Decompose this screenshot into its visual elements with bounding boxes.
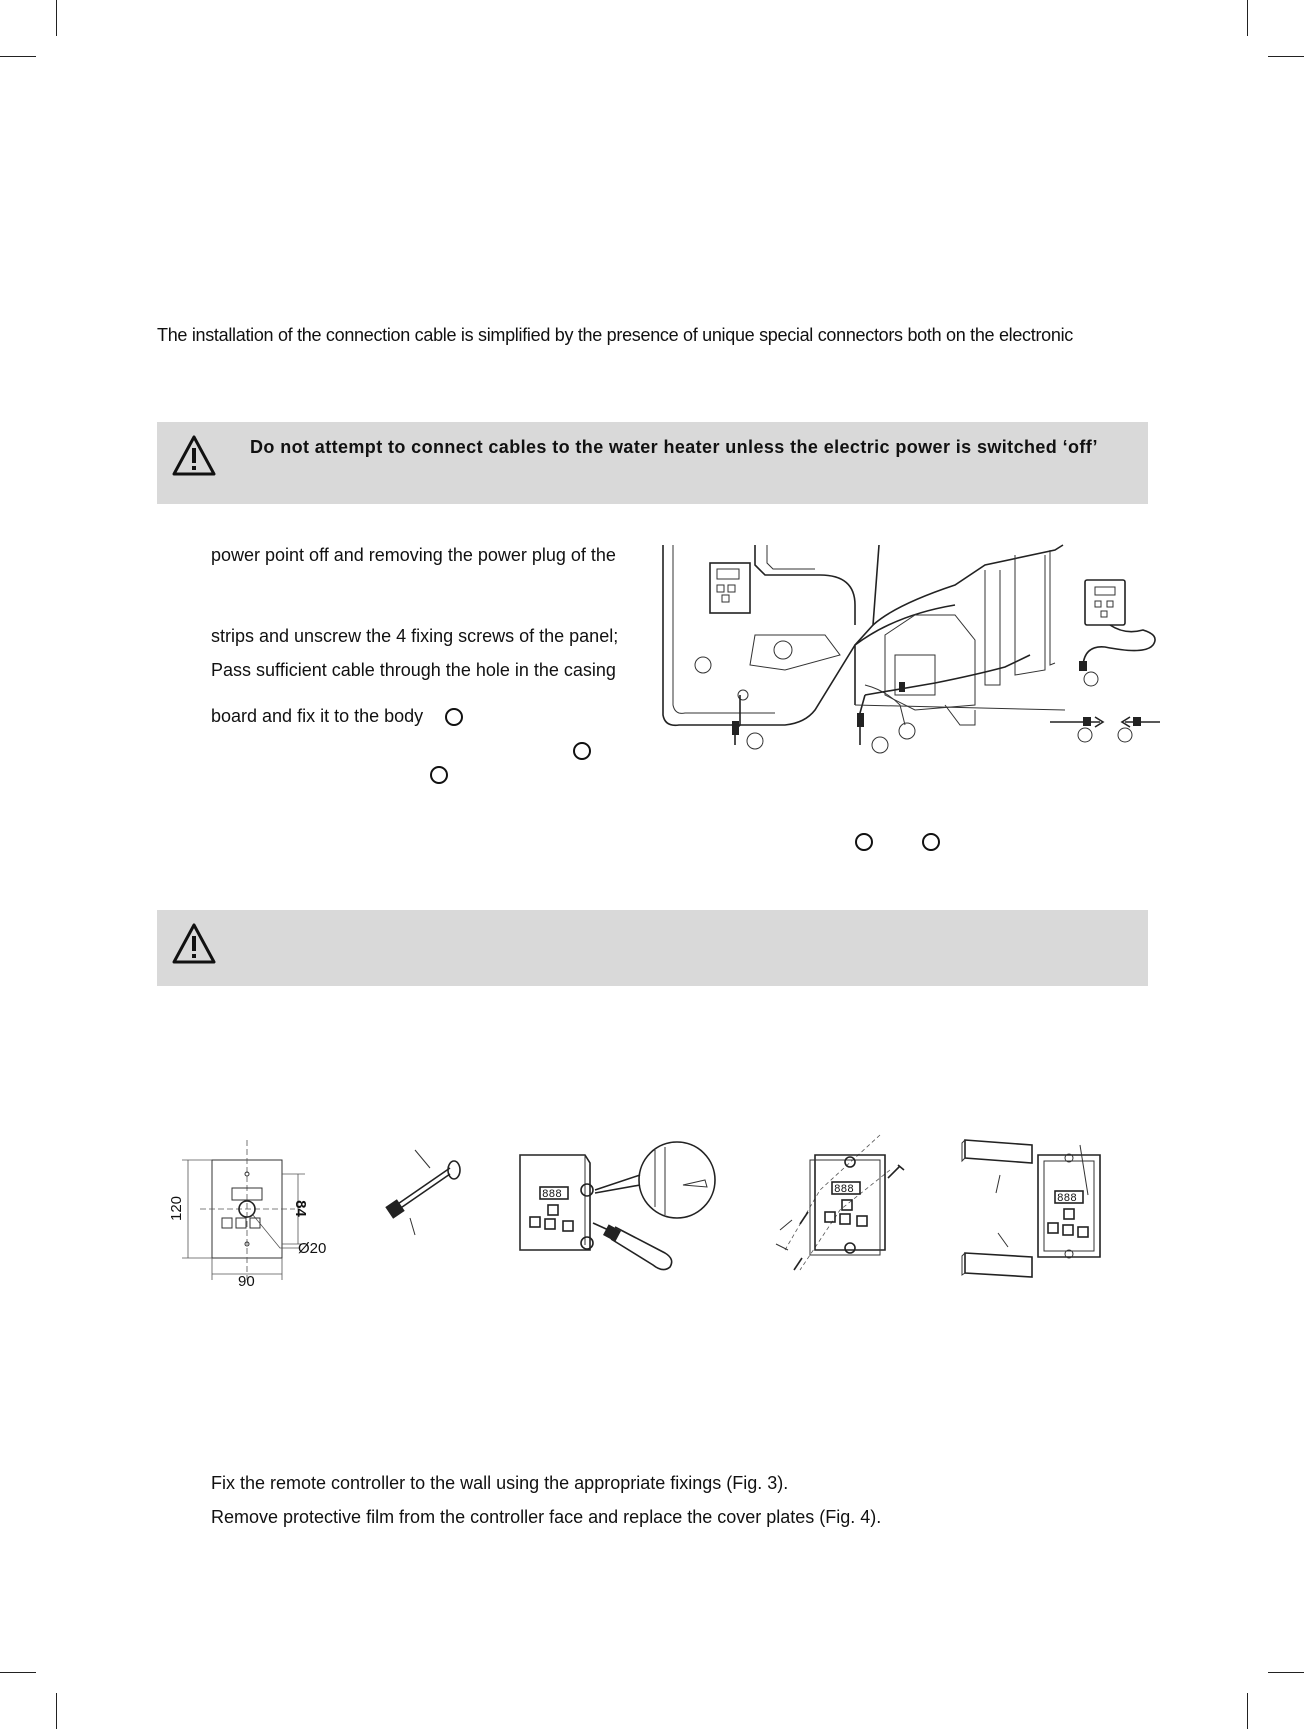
display-digits: 888 (542, 1189, 562, 1201)
controller-opening-illustration (515, 1135, 715, 1285)
callout-circle (922, 833, 940, 851)
cable-connector-illustration (380, 1150, 480, 1240)
warning-box-2 (157, 910, 1148, 986)
crop-mark-top-left-h (0, 56, 36, 57)
crop-mark-bottom-left-h (0, 1672, 36, 1673)
warning-text-power: Do not attempt to connect cables to the water heater unless the electric power is switched ‘off’ (250, 437, 1098, 457)
step-line-3: Pass sufficient cable through the hole in the casing (211, 660, 616, 680)
dimension-height: 120 (168, 1195, 186, 1222)
wall-fixing-illustration (780, 1130, 910, 1280)
callout-circle (430, 766, 448, 784)
warning-triangle-icon (171, 922, 217, 966)
crop-mark-top-right-h (1268, 56, 1304, 57)
callout-circle (855, 833, 873, 851)
step-line-2: strips and unscrew the 4 fixing screws of the panel; (211, 626, 619, 646)
crop-mark-top-left-v (56, 0, 57, 36)
water-heater-illustration (655, 545, 1165, 765)
cover-plates-illustration (960, 1135, 1110, 1285)
crop-mark-bottom-left-v (56, 1693, 57, 1729)
step-line-1: power point off and removing the power plug of the (211, 545, 616, 565)
fixing-line-2: Remove protective film from the controller face and replace the cover plates (Fig. 4). (211, 1507, 882, 1527)
crop-mark-top-right-v (1247, 0, 1248, 36)
display-digits: 888 (1057, 1193, 1077, 1205)
display-digits: 888 (834, 1184, 854, 1196)
dimension-outline (170, 1130, 350, 1300)
fixing-line-1: Fix the remote controller to the wall using the appropriate fixings (Fig. 3). (211, 1473, 789, 1493)
intro-text: The installation of the connection cable is simplified by the presence of unique special connectors both on the electronic (157, 325, 1073, 345)
dimension-inner-height: 84 (291, 1200, 309, 1217)
warning-triangle-icon (171, 434, 217, 478)
warning-box-power (157, 422, 1148, 504)
dimension-width: 90 (238, 1273, 255, 1290)
dimension-hole: Ø20 (298, 1240, 327, 1257)
step-line-4: board and fix it to the body (211, 706, 424, 726)
callout-circle (445, 708, 463, 726)
callout-circle (573, 742, 591, 760)
fig-dimension-drawing (170, 1130, 350, 1300)
crop-mark-bottom-right-v (1247, 1693, 1248, 1729)
crop-mark-bottom-right-h (1268, 1672, 1304, 1673)
